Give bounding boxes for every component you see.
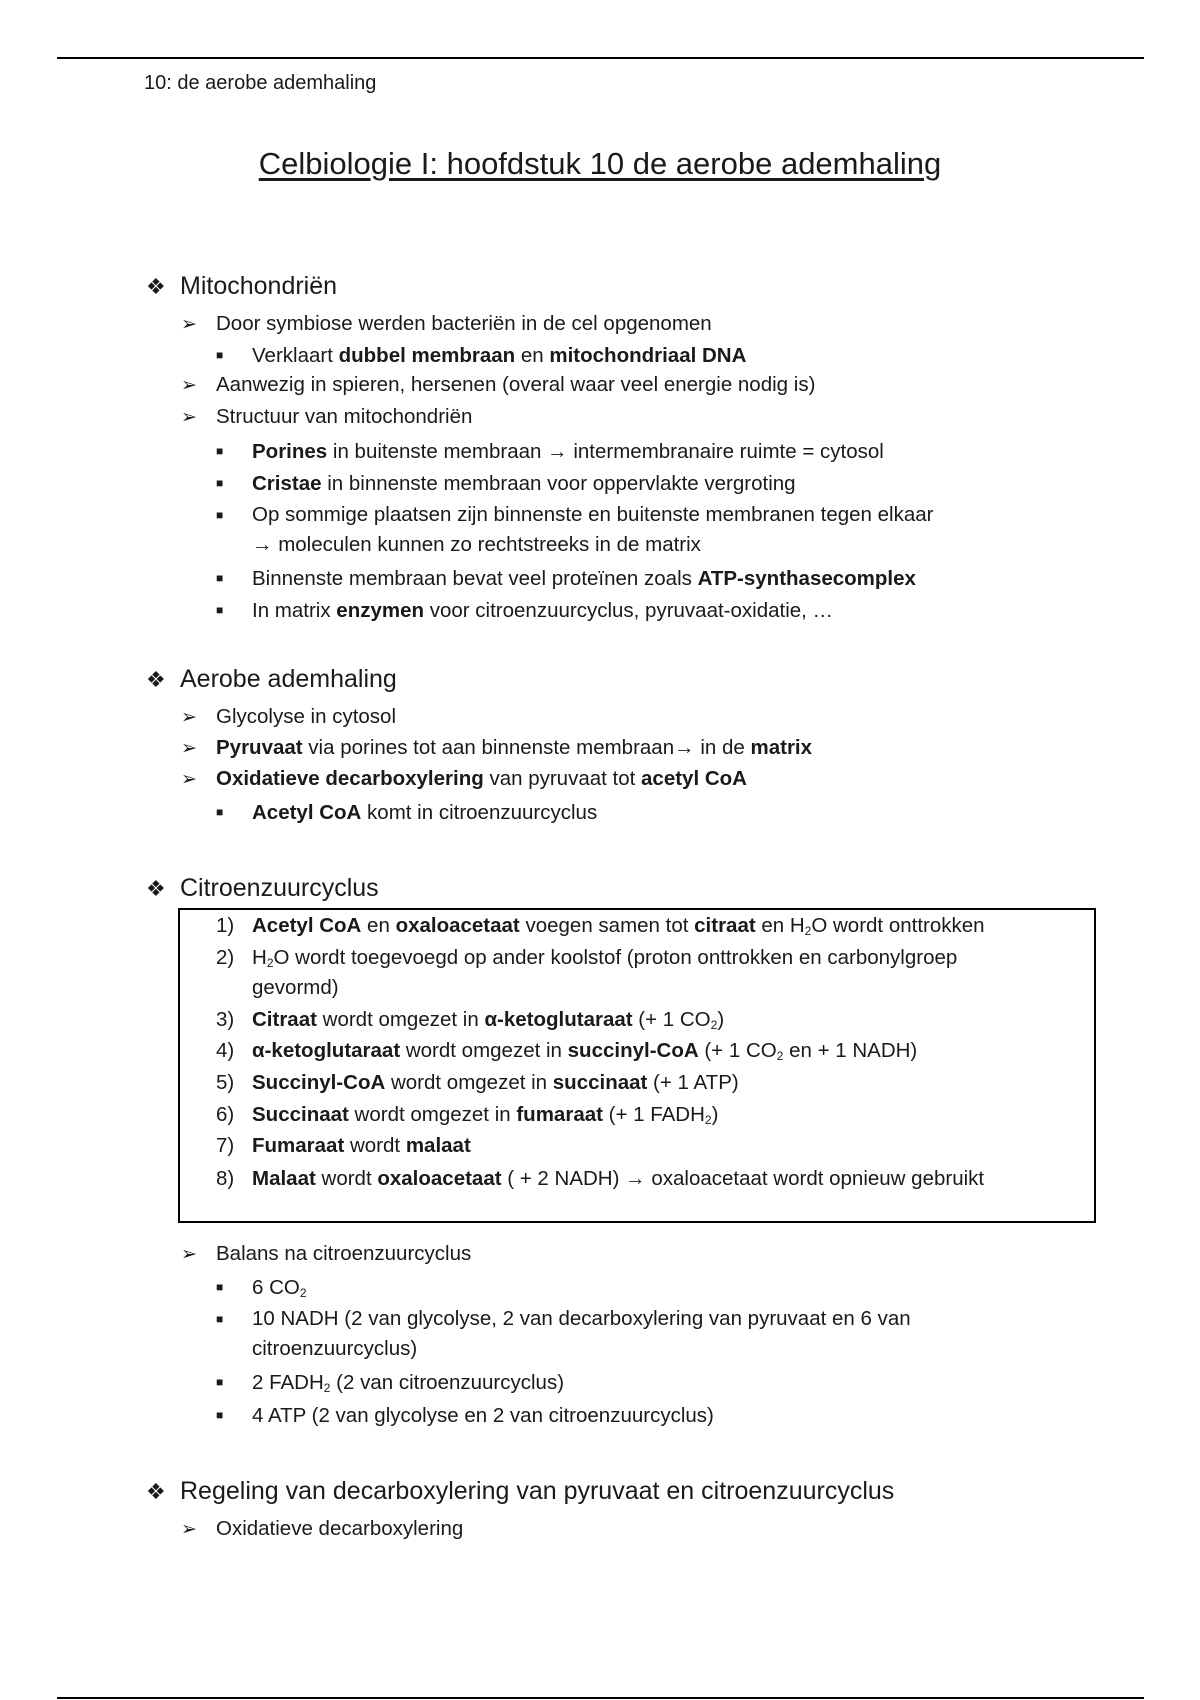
list-item: ■ Acetyl CoA komt in citroenzuurcyclus	[216, 797, 597, 828]
right-arrow-icon: →	[625, 1167, 646, 1190]
diamond-bullet-icon: ❖	[146, 667, 166, 692]
header-rule	[57, 57, 1144, 59]
arrowhead-bullet-icon: ➢	[181, 1519, 197, 1540]
section-heading-aerobe-ademhaling: ❖ Aerobe ademhaling	[146, 665, 397, 693]
page-title: Celbiologie I: hoofdstuk 10 de aerobe ademhaling	[258, 146, 942, 181]
diamond-bullet-icon: ❖	[146, 876, 166, 901]
square-bullet-icon: ■	[216, 571, 224, 585]
square-bullet-icon: ■	[216, 508, 224, 522]
running-head: 10: de aerobe ademhaling	[144, 72, 377, 94]
square-bullet-icon: ■	[216, 1312, 224, 1326]
arrowhead-bullet-icon: ➢	[181, 375, 197, 396]
list-item: ➢ Structuur van mitochondriën	[181, 402, 472, 433]
arrowhead-bullet-icon: ➢	[181, 769, 197, 790]
list-item: ■ Cristae in binnenste membraan voor oppervlakte vergroting	[216, 468, 796, 499]
list-item: ■ 6 $CO_2$	[216, 1272, 307, 1303]
cycle-step: 2) $H_2O$ wordt toegevoegd op ander koolstof (proton onttrokken en carbonylgroep gevormd)	[216, 946, 958, 999]
cycle-step: 3) Citraat wordt omgezet in α-ketoglutaraat (+ 1 $CO_2$)	[216, 1008, 725, 1032]
list-item: ■ Verklaart dubbel membraan en mitochondriaal DNA	[216, 340, 746, 371]
list-item: ■ 2 $FADH_2$ (2 van citroenzuurcyclus)	[216, 1367, 564, 1398]
cycle-step: 4) α-ketoglutaraat wordt omgezet in succinyl-CoA (+ 1 $CO_2$ en + 1 NADH)	[216, 1039, 918, 1063]
arrowhead-bullet-icon: ➢	[181, 707, 197, 728]
footer-rule	[57, 1697, 1144, 1699]
list-item: ■ 4 ATP (2 van glycolyse en 2 van citroenzuurcyclus)	[216, 1400, 714, 1431]
list-item: ➢ Balans na citroenzuurcyclus	[181, 1239, 471, 1270]
arrowhead-bullet-icon: ➢	[181, 738, 197, 759]
square-bullet-icon: ■	[216, 603, 224, 617]
section-heading-regeling: ❖ Regeling van decarboxylering van pyruvaat en citroenzuurcyclus	[146, 1477, 895, 1505]
list-item: ■ 10 NADH (2 van glycolyse, 2 van decarboxylering van pyruvaat en 6 van citroenzuurcyclus)	[216, 1304, 911, 1364]
square-bullet-icon: ■	[216, 444, 224, 458]
section-heading-citroenzuurcyclus: ❖ Citroenzuurcyclus	[146, 874, 379, 902]
square-bullet-icon: ■	[216, 805, 224, 819]
list-item: ➢ Oxidatieve decarboxylering van pyruvaat tot acetyl CoA	[181, 764, 747, 795]
cycle-step: 8) Malaat wordt oxaloacetaat ( + 2 NADH) → oxaloacetaat wordt opnieuw gebruikt	[216, 1167, 985, 1190]
list-item: ➢ Door symbiose werden bacteriën in de cel opgenomen	[181, 309, 712, 340]
list-item: ■ Binnenste membraan bevat veel proteïnen zoals ATP-synthasecomplex	[216, 563, 916, 594]
diamond-bullet-icon: ❖	[146, 274, 166, 299]
list-item: ■ Porines in buitenste membraan → intermembranaire ruimte = cytosol	[216, 436, 884, 467]
square-bullet-icon: ■	[216, 1408, 224, 1422]
cycle-step: 7) Fumaraat wordt malaat	[216, 1134, 471, 1157]
diamond-bullet-icon: ❖	[146, 1479, 166, 1504]
square-bullet-icon: ■	[216, 1280, 224, 1294]
arrowhead-bullet-icon: ➢	[181, 1244, 197, 1265]
list-item: ➢ Glycolyse in cytosol	[181, 702, 396, 733]
cycle-step: 5) Succinyl-CoA wordt omgezet in succinaat (+ 1 ATP)	[216, 1071, 739, 1094]
cycle-step: 1) Acetyl CoA en oxaloacetaat voegen samen tot citraat en $H_2O$ wordt onttrokken	[216, 914, 985, 938]
arrowhead-bullet-icon: ➢	[181, 407, 197, 428]
list-item: ➢ Aanwezig in spieren, hersenen (overal waar veel energie nodig is)	[181, 370, 815, 401]
right-arrow-icon: →	[674, 736, 695, 759]
right-arrow-icon: →	[547, 440, 568, 463]
list-item: ➢ Oxidatieve decarboxylering	[181, 1514, 463, 1545]
square-bullet-icon: ■	[216, 1375, 224, 1389]
arrowhead-bullet-icon: ➢	[181, 314, 197, 335]
list-item: ■ In matrix enzymen voor citroenzuurcyclus, pyruvaat-oxidatie, …	[216, 595, 833, 626]
right-arrow-icon: →	[252, 533, 273, 556]
cycle-step: 6) Succinaat wordt omgezet in fumaraat (+ 1 $FADH_2$)	[216, 1103, 719, 1127]
list-item: ■ Op sommige plaatsen zijn binnenste en buitenste membranen tegen elkaar → moleculen kunnen zo rechtstreeks in de matrix	[216, 500, 933, 560]
section-heading-mitochondrien: ❖ Mitochondriën	[146, 272, 338, 300]
list-item: ➢ Pyruvaat via porines tot aan binnenste membraan→ in de matrix	[181, 733, 812, 764]
square-bullet-icon: ■	[216, 348, 224, 362]
square-bullet-icon: ■	[216, 476, 224, 490]
